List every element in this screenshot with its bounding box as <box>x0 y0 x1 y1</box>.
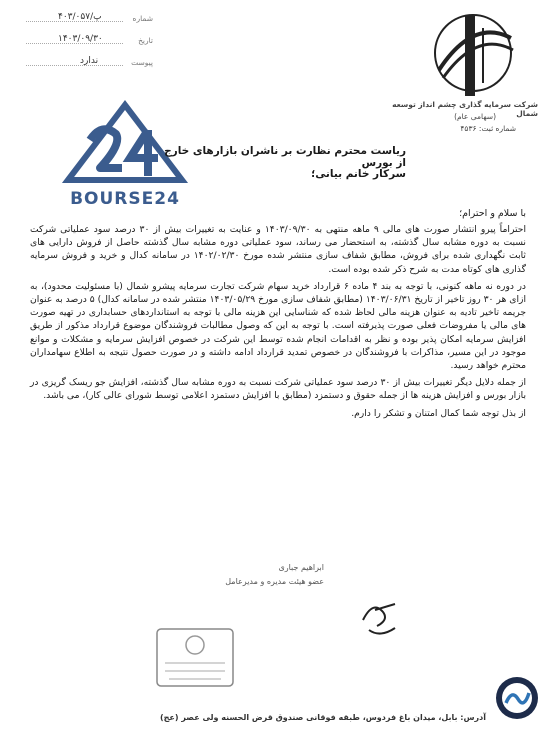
company-logo <box>425 8 525 103</box>
paragraph-3: از جمله دلایل دیگر تغییرات بیش از ۳۰ درصد سود عملیاتی شرکت نسبت به دوره مشابه سال گذشته، افزایش جو ریسک گریزی در بازار بورس و افزایش هزینه ها از جمله حقوق و دستمزد (مطابق با افزایش دستمزد اعلامی توسط شورای عالی کار)، می باشد. <box>30 377 526 402</box>
letter-number-value: ۴۰۳/پ/۰۵۷ <box>58 12 102 22</box>
letter-body <box>30 223 526 424</box>
footer-logo <box>494 675 540 721</box>
letter-number-row <box>18 12 153 26</box>
paragraph-1: احتراماً پیرو انتشار صورت های مالی ۹ ماهه منتهی به ۱۴۰۳/۰۹/۳۰ و عنایت به تغییرات بیش از ۳۰ درصد سود عملیاتی شرکت نسبت به دوره مشابه سال گذشته، به استحضار می رساند، سود عملیاتی دوره مشابه سال گذشته حاصل از فروش دارایی های ثابت نگهداری شده برای فروش، مطابق شفاف سازی منتشر شده مورخ ۱۴۰۲/۰۲/۳۰ در سامانه کدال و خرید و فروش سرمایه گذاری های کوتاه مدت به شرح ذکر شده بوده است. <box>30 224 527 275</box>
handwritten-signature <box>355 590 405 640</box>
recipient-title: ریاست محترم نظارت بر ناشران بازارهای خارج از بورس <box>164 145 406 169</box>
company-registration: شماره ثبت: ۴۵۳۶ <box>460 124 516 133</box>
paragraph-2: در دوره نه ماهه کنونی، با توجه به بند ۴ ماده ۶ قرارداد خرید سهام شرکت تجارت سرمایه پیشرو شمال (با مسئولیت محدود)، به ازای هر ۳۰ روز تاخیر از تاریخ ۱۴۰۳/۰۶/۳۱ (مطابق شفاف سازی مورخ ۱۴۰۳/۰۵/۲۹ منتشر شده در سامانه کدال) ۵ درصد به عنوان جریمه تاخیر تادیه به عنوان هزینه مالی لحاظ شده که شناسایی این هزینه مالی با توجه به استانداردهای حسابداری در تهیه صورت های مالی یا مفروضات فعلی صورت پذیرفته است. با توجه به این که وصول مطالبات فروشندگان موضوع قرارداد مذکور از طریق افزایش سرمایه امکان پذیر بوده و نظر به اقدامات انجام شده توسط این شرکت در خصوص افزایش سرمایه و مشکلات و موانع موجود در این مسیر، مذاکرات با فروشندگان در خصوص تمدید قرارداد ادامه داشته و در صورت حصول نتیجه به اطلاع سهامداران محترم خواهد رسید. <box>30 280 526 372</box>
company-type: (سهامی عام) <box>454 112 496 121</box>
letter-date-label: تاریخ <box>138 36 153 45</box>
letter-attachment-dots <box>26 65 123 66</box>
letter-attachment-value: ندارد <box>80 56 99 66</box>
letter-number-label: شماره <box>132 14 153 23</box>
company-stamp <box>155 625 235 690</box>
company-name: شرکت سرمایه گذاری چشم انداز توسعه شمال <box>392 100 538 118</box>
company-logo-graphic <box>425 8 525 103</box>
footer-logo-icon <box>494 675 540 721</box>
letter-date-value: ۱۴۰۳/۰۹/۳۰ <box>58 34 103 44</box>
letter-attachment-row <box>18 56 153 70</box>
letter-date-row <box>18 34 153 48</box>
paragraph-4: از بذل توجه شما کمال امتنان و تشکر را دارم. <box>351 407 526 419</box>
letter-attachment-label: پیوست <box>131 58 153 67</box>
signatory-name: ابراهیم جباری <box>278 563 324 572</box>
signatory-title: عضو هیئت مدیره و مدیرعامل <box>225 577 324 586</box>
bourse24-logo-text: BOURSE24 <box>70 189 180 209</box>
footer-address: آدرس: بابل، میدان باغ فردوس، طبقه فوقانی صندوق قرض الحسنه ولی عصر (عج) <box>160 713 486 722</box>
greeting: با سلام و احترام؛ <box>459 208 526 219</box>
recipient-person: سرکار خانم بیانی؛ <box>311 168 406 180</box>
bourse24-logo-icon <box>60 100 190 185</box>
